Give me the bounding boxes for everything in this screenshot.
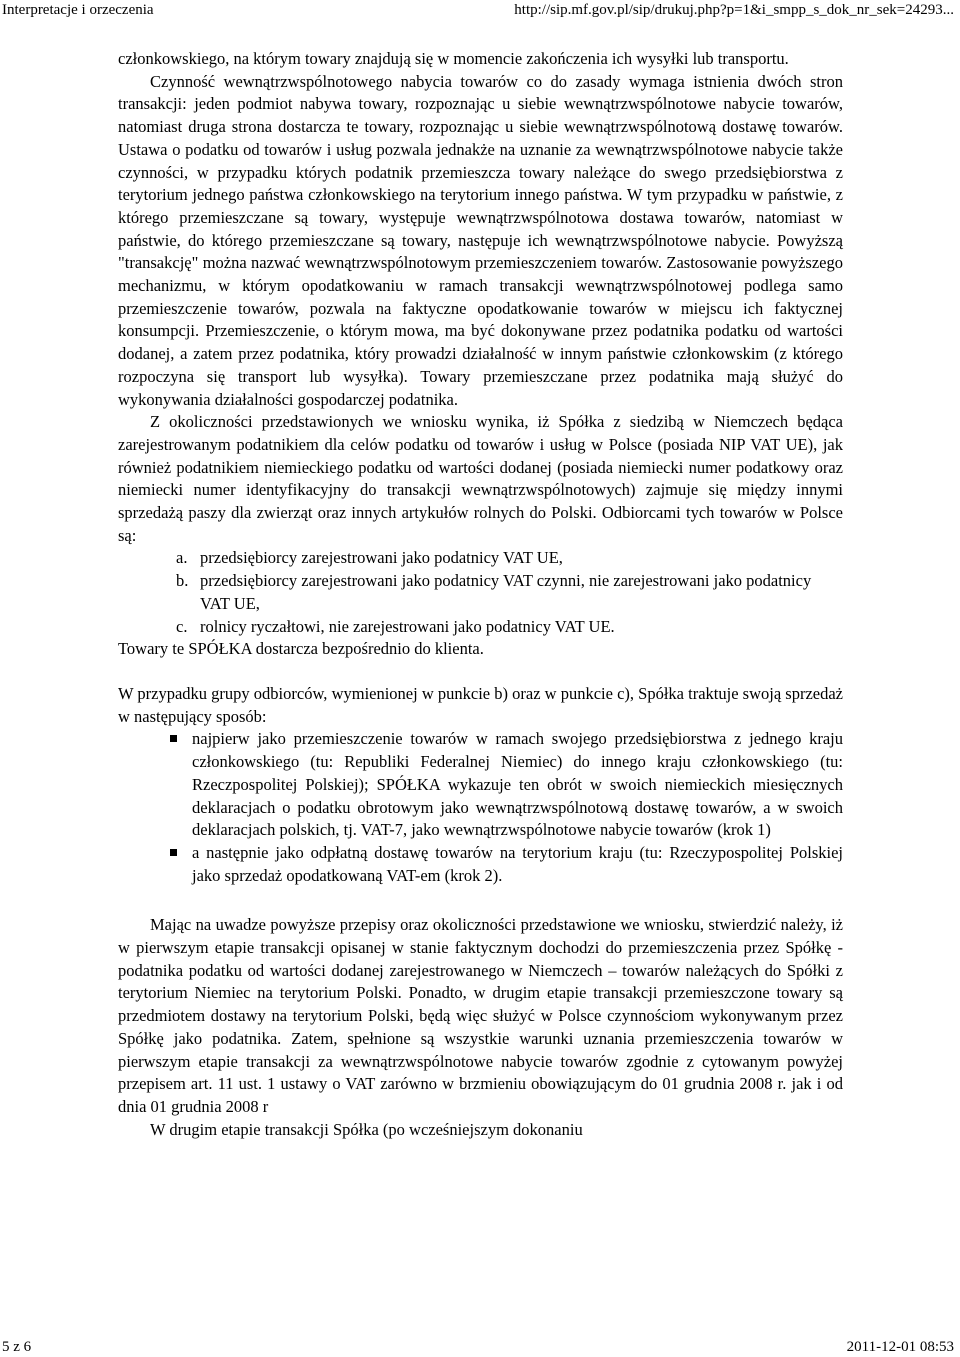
square-bullet-icon: [170, 849, 177, 856]
header-title: Interpretacje i orzeczenia: [2, 2, 154, 18]
paragraph-continuation: członkowskiego, na którym towary znajdują się w momencie zakończenia ich wysyłki lub transportu.: [118, 49, 789, 68]
list-item: [170, 842, 843, 887]
print-timestamp: 2011-12-01 08:53: [846, 1339, 954, 1355]
page-footer: [0, 1337, 960, 1357]
list-marker: b.: [176, 571, 189, 591]
list-item: [170, 728, 843, 842]
list-item-text: rolnicy ryczałtowi, nie zarejestrowani jako podatnicy VAT UE.: [200, 616, 615, 636]
list-item: [176, 616, 843, 639]
list-item-text: a następnie jako odpłatną dostawę towarów na terytorium kraju (tu: Rzeczypospolitej Polskiej jako sprzedaż opodatkowaną VAT-em (krok 2).: [192, 842, 843, 885]
steps-list: [118, 728, 843, 887]
list-item-text: przedsiębiorcy zarejestrowani jako podatnicy VAT UE,: [200, 548, 563, 568]
paragraph-second-stage: W drugim etapie transakcji Spółka (po wcześniejszym dokonaniu: [150, 1119, 583, 1139]
list-item: [176, 570, 843, 615]
square-bullet-icon: [170, 735, 177, 742]
paragraph-treatment: W przypadku grupy odbiorców, wymienionej w punkcie b) oraz w punkcie c), Spółka traktuje swoją sprzedaż w następujący sposób:: [118, 683, 843, 726]
list-item-text: najpierw jako przemieszczenie towarów w ramach swojego przedsiębiorstwa z jednego kraju członkowskiego (tu: Republiki Federalnej Niemiec) do innego kraju członkowskiego (tu: Rzeczpospolitej Polskiej); SPÓŁKA wykazuje ten obrót w swoich niemieckich miesięcznych deklaracjach o podatku obrotowym jako wewnątrzwspólnotową dostawę towarów, a w swoich deklaracjach polskich, tj. VAT-7, jako wewnątrzwspólnotowe nabycie towarów (krok 1): [192, 729, 843, 840]
paragraph-delivery: Towary te SPÓŁKA dostarcza bezpośrednio do klienta.: [118, 639, 484, 659]
paragraph-intra-community-acquisition: Czynność wewnątrzwspólnotowego nabycia towarów co do zasady wymaga istnienia dwóch stron transakcji: jeden podmiot nabywa towary, rozpoznając u siebie wewnątrzwspólnotowe nabycie towarów, natomiast druga strona dostarcza te towary, rozpoznając u siebie wewnątrzwspólnotową dostawę towarów. Ustawa o podatku od towarów i usług pozwala jednakże na uznanie za wewnątrzwspólnotowe nabycie także czynności, w przypadku których podatnik przemieszcza towary należące do swego przedsiębiorstwa z terytorium jednego państwa członkowskiego na terytorium innego państwa. W tym przypadku w państwie, z którego przemieszczane są towary, występuje wewnątrzwspólnotowa dostawa towarów, natomiast w państwie, do którego przemieszczane są towary, następuje ich wewnątrzwspólnotowe nabycie. Powyższą "transakcję" można nazwać wewnątrzwspólnotowym przemieszczeniem towarów. Zastosowanie powyższego mechanizmu, w którym opodatkowaniu w ramach transakcji wewnątrzwspólnotowej podlega samo przemieszczenie towarów, pozwala na faktyczne opodatkowanie towarów w miejscu ich faktycznej konsumpcji. Przemieszczenie, o którym mowa, ma być dokonywane przez podatnika podatku od wartości dodanej, a zatem przez podatnika, który prowadzi działalność w innym państwie członkowskim (z którego rozpoczyna się transport lub wysyłka). Towary przemieszczane przez podatnika mają służyć do wykonywania działalności gospodarczej podatnika.: [118, 71, 843, 409]
document-body: [118, 48, 843, 1141]
paragraph-conclusion: Mając na uwadze powyższe przepisy oraz okoliczności przedstawione we wniosku, stwierdzić należy, iż w pierwszym etapie transakcji opisanej w stanie faktycznym dochodzi do przemieszczenia przez Spółkę - podatnika podatku od wartości dodanej zarejestrowanego w Niemczech – towarów należących do Spółki z terytorium Niemiec na terytorium Polski. Ponadto, w drugim etapie transakcji przemieszczone towary są przedmiotem dostawy na terytorium Polski, będą więc służyć w Polsce czynnościom wykonywanym przez Spółkę jako podatnika. Zatem, spełnione są wszystkie warunki uznania przemieszczenia towarów w pierwszym etapie transakcji za wewnątrzwspólnotowe nabycie towarów zgodnie z cytowanym powyżej przepisem art. 11 ust. 1 ustawy o VAT zarówno w brzmieniu obowiązującym do 01 grudnia 2008 r. jak i od dnia 01 grudnia 2008 r: [118, 915, 843, 1116]
page-number: 5 z 6: [2, 1339, 32, 1355]
header-url[interactable]: http://sip.mf.gov.pl/sip/drukuj.php?p=1&i_smpp_s_dok_nr_sek=24293...: [514, 2, 954, 18]
list-marker: c.: [176, 616, 188, 636]
list-marker: a.: [176, 548, 188, 568]
list-item-text: przedsiębiorcy zarejestrowani jako podatnicy VAT czynni, nie zarejestrowani jako podatnicy VAT UE,: [200, 571, 812, 613]
paragraph-facts: Z okoliczności przedstawionych we wniosku wynika, iż Spółka z siedzibą w Niemczech będąca zarejestrowanym podatnikiem dla celów podatku od towarów i usług w Polsce (posiada NIP VAT UE), jak również podatnikiem niemieckiego podatku od wartości dodanej (posiada niemiecki numer podatkowy oraz niemiecki numer identyfikacyjny do transakcji wewnątrzwspólnotowych) zajmuje się między innymi sprzedażą paszy dla zwierząt oraz innych artykułów rolnych do Polski. Odbiorcami tych towarów w Polsce są:: [118, 412, 843, 545]
recipients-list: [118, 547, 843, 638]
list-item: [176, 547, 843, 570]
page-header: [0, 0, 960, 20]
